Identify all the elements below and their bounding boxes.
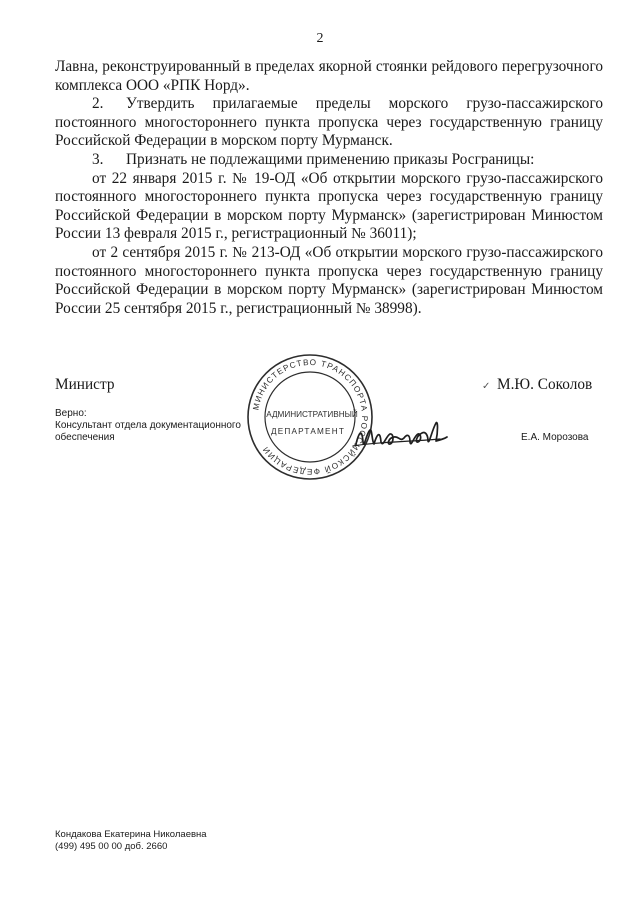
certifier-name: Е.А. Морозова (521, 432, 589, 443)
page-number: 2 (316, 31, 324, 46)
stamp-center-line-2: ДЕПАРТАМЕНТ (270, 427, 346, 436)
item-number: 2. (92, 95, 104, 113)
signatory-title: Министр (55, 376, 115, 393)
executor-phone: (499) 495 00 00 доб. 2660 (55, 841, 168, 852)
certifier-position: Консультант отдела документационного (55, 420, 241, 431)
paragraph-item-2 (55, 95, 603, 151)
stamp-center-line-1: АДМИНИСТРАТИВНЫЙ (266, 410, 358, 419)
certification-block (55, 408, 241, 444)
executor-name: Кондакова Екатерина Николаевна (55, 829, 207, 840)
certified-label: Верно: (55, 408, 87, 419)
handwritten-signature (350, 412, 450, 458)
paragraph-order-19-od: от 22 января 2015 г. № 19-ОД «Об открытии морского грузо-пассажирского постоянного многостороннего пункта пропуска через государственную границу Российской Федерации в морском порту Мурманск» (зарегистрирован Минюстом России 13 февраля 2015 г., регистрационный № 36011); (55, 169, 603, 243)
executor-contact (55, 829, 207, 853)
stamp-ring-text: МИНИСТЕРСТВО ТРАНСПОРТА РОССИЙСКОЙ ФЕДЕРАЦИИ (251, 357, 370, 477)
document-body (55, 58, 603, 318)
paragraph-continuation: Лавна, реконструированный в пределах якорной стоянки рейдового перегрузочного комплекса ООО «РПК Норд». (55, 58, 603, 94)
paragraph-item-3 (55, 151, 603, 170)
item-text: Признать не подлежащими применению приказы Росграницы: (126, 150, 535, 168)
item-text: Утвердить прилагаемые пределы морского грузо-пассажирского постоянного многостороннего пункта пропуска через государственную границу Российской Федерации в морском порту Мурманск. (55, 95, 603, 150)
certifier-position-cont: обеспечения (55, 432, 115, 443)
item-number: 3. (92, 150, 104, 168)
paragraph-order-213-od: от 2 сентября 2015 г. № 213-ОД «Об открытии морского грузо-пассажирского постоянного многостороннего пункта пропуска через государственную границу Российской Федерации в морском порту Мурманск» (зарегистрирован Минюстом России 25 сентября 2015 г., регистрационный № 38998). (55, 243, 603, 317)
signature-mark-icon: ✓ (482, 381, 491, 392)
signatory-name: М.Ю. Соколов (497, 376, 593, 393)
